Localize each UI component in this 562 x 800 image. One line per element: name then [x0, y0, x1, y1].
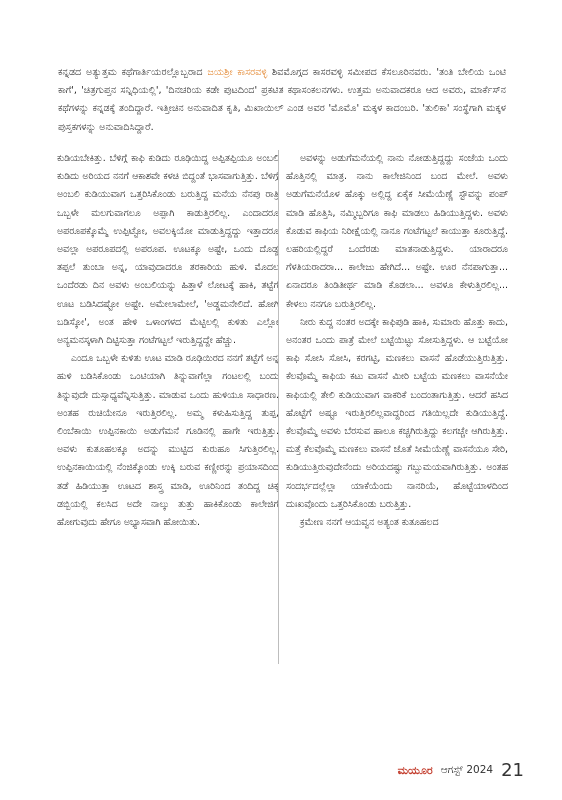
author-name: ಜಯಶ್ರೀ ಕಾಸರವಳ್ಳಿ	[207, 67, 268, 78]
paragraph: ಕುಡಿಯಬೇಕಿತ್ತು. ಬೆಳಿಗ್ಗೆ ಕಾಫಿ ಕುಡಿದು ರೂಢಿಯಿದ್ದ ಅಪ್ಪಿತಪ್ಪಿಯೂ ಅಂಬಲಿ ಕುಡಿದು ಅರಿಯದ ನನಗೆ ಆಕಾಶವೇ ಕಳಚಿ ಬಿದ್ದಂತೆ ಭಾಸವಾಗುತ್ತಿತ್ತು. ಬೆಳಿಗ್ಗೆ ಅಂಬಲಿ ಕುಡಿಯುವಾಗ ಒತ್ತರಿಸಿಕೊಂಡು ಬರುತ್ತಿದ್ದ ಮನೆಯ ನೆನಪು ರಾತ್ರಿ ಒಬ್ಬಳೇ ಮಲಗುವಾಗಲೂ ಅಪ್ಪಾಗಿ ಕಾಡುತ್ತಿರಲಿಲ್ಲ. ಎಂದಾದರೂ ಅಪರೂಪಕ್ಕೊಮ್ಮೆ ಉಪ್ಪಿಟ್ಟೋ, ಅವಲಕ್ಕಿಯೋ ಮಾಡುತ್ತಿದ್ದದ್ದು ಇತ್ತಾದರೂ ಅವಲ್ಲಾ ಅಪರೂಪದಲ್ಲಿ ಅಪರೂಪ. ಊಟಕ್ಕೂ ಅಷ್ಟೇ, ಒಂದು ದೊಡ್ಡ ತಪ್ಪಲೆ ತುಂಬಾ ಅನ್ನ, ಯಾವುದಾದರೂ ತರಕಾರಿಯ ಹುಳಿ. ಮೊದಲ ಒಂದೆರಡು ದಿನ ಅವಳು ಅಂಬಲಿಯನ್ನು ಹಿತ್ತಾಳೆ ಲೋಟಕ್ಕೆ ಹಾಕಿ, ತಟ್ಟೆಗೆ ಊಟ ಬಡಿಸಿದಷ್ಟೋ ಅಷ್ಟೇ. ಅಮೇಲಾಮೇಲೆ, 'ಅಡ್ಡಮನೇಲಿದೆ. ಹೋಗಿ ಬಡಿಸ್ಕೋ', ಅಂತ ಹೇಳಿ ಒಳಾಂಗಳದ ಮೆಟ್ಟಿಲಲ್ಲಿ ಕುಳಿತು ಎಲ್ಲೋ ಅನ್ಯಮನಸ್ಕಳಾಗಿ ದಿಟ್ಟಿಸುತ್ತಾ ಗಂಟೆಗಟ್ಟಲೆ ಇರುತ್ತಿದ್ದದ್ದೇ ಹೆಚ್ಚು.	[57, 153, 279, 347]
issue-date: ಆಗಸ್ಟ್ 2024	[440, 764, 494, 776]
bio-lead: ಕನ್ನಡದ ಅತ್ಯುತ್ತಮ ಕಥೆಗಾರ್ತಿಯರಲ್ಲೊಬ್ಬರಾದ	[58, 67, 208, 78]
page-footer	[398, 760, 524, 781]
page-number: 21	[501, 760, 524, 781]
article-column-right	[286, 150, 508, 532]
paragraph: ಕ್ರಮೇಣ ನನಗೆ ಆಯವ್ವನ ಅತ್ಯಂತ ಕುತೂಹಲದ	[300, 517, 439, 529]
paragraph: ಎಂದೂ ಒಬ್ಬಳೇ ಕುಳಿತು ಊಟ ಮಾಡಿ ರೂಢಿಯಿರದ ನನಗೆ ತಟ್ಟೆಗೆ ಅನ್ನ ಹುಳಿ ಬಡಿಸಿಕೊಂಡು ಒಂಟಿಯಾಗಿ ತಿನ್ನುವಾಗೆಲ್ಲಾ ಗಂಟಲಲ್ಲಿ ಬಂದು ತಿನ್ನುವುದೇ ದುಸ್ಸಾಧ್ಯವೆನ್ನಿಸುತ್ತಿತ್ತು. ಮಾಡುವ ಒಂದು ಹುಳಿಯೂ ಸಾಧಾರಣ. ಅಂತಹ ರುಚಿಯೇನೂ ಇರುತ್ತಿರಲಿಲ್ಲ. ಅಮ್ಮ ಕಳುಹಿಸುತ್ತಿದ್ದ ತುಪ್ಪ, ಲಿಂಬೆಕಾಯಿ ಉಪ್ಪಿನಕಾಯಿ ಅಡುಗೆಮನೆ ಗೂಡಿನಲ್ಲಿ ಹಾಗೇ ಇರುತ್ತಿತ್ತು. ಅವಳು ಕುತೂಹಲಕ್ಕೂ ಅದನ್ನು ಮುಟ್ಟಿದ ಕುರುಹೂ ಸಿಗುತ್ತಿರಲಿಲ್ಲ. ಉಪ್ಪಿನಕಾಯಿಯಲ್ಲಿ ನೆಂಜಿಕ್ಕೊಂಡು ಉಕ್ಕಿ ಬರುವ ಕಣ್ಣೀರನ್ನು ಪ್ರಯಾಸದಿಂದ ತಡೆ ಹಿಡಿಯುತ್ತಾ ಊಟದ ಶಾಸ್ತ್ರ ಮಾಡಿ, ಊರಿನಿಂದ ತಂದಿದ್ದ ಚಿಕ್ಕ ಡಬ್ಬಿಯಲ್ಲಿ ಕಲಸಿದ ಅದೇ ನಾಲ್ಕು ತುತ್ತು ಹಾಕಿಕೊಂಡು ಕಾಲೇಜಿಗೆ ಹೋಗುವುದು ಹೇಗೂ ಅಭ್ಯಾಸವಾಗಿ ಹೋಯಿತು.	[57, 353, 279, 529]
author-bio	[58, 64, 506, 137]
column-divider	[278, 150, 279, 664]
paragraph: ನೀರು ಕುದ್ದ ನಂತರ ಅದಕ್ಕೇ ಕಾಫಿಪುಡಿ ಹಾಕಿ, ಸುಮಾರು ಹೊತ್ತು ಕಾದು, ಅನಂತರ ಒಂದು ಪಾತ್ರೆ ಮೇಲೆ ಬಟ್ಟೆಯಿಟ್ಟು ಸೋಸುತ್ತಿದ್ದಳು. ಆ ಬಟ್ಟೆಯೋ ಕಾಫಿ ಸೋಸಿ ಸೋಸಿ, ಕರಗಟ್ಟಿ, ಮಣಕಲು ವಾಸನೆ ಹೊಡೆಯುತ್ತಿರುತ್ತಿತ್ತು. ಕೆಲವೊಮ್ಮೆ ಕಾಫಿಯ ಕಟು ವಾಸನೆ ಮೀರಿ ಬಟ್ಟೆಯ ಮಣಕಲು ವಾಸನೆಯೇ ಕಾಫಿಯಲ್ಲಿ ತೇಲಿ ಕುಡಿಯುವಾಗ ವಾಕರಿಕೆ ಬಂದಂತಾಗುತ್ತಿತ್ತು. ಆದರೆ ಹಸಿದ ಹೊಟ್ಟೆಗೆ ಅಷ್ಟೂ ಇರುತ್ತಿರಲಿಲ್ಲವಾದ್ದರಿಂದ ಗತಿಯಿಲ್ಲದೇ ಕುಡಿಯುತ್ತಿದ್ದೆ. ಕೆಲವೊಮ್ಮೆ ಅವಳು ಬೆರಸುವ ಹಾಲೂ ಕಚ್ಚಗಿರುತ್ತಿದ್ದು ಕಲಗಚ್ಚೇ ಆಗಿರುತ್ತಿತ್ತು. ಮತ್ತೆ ಕೆಲವೊಮ್ಮೆ ಮಣಕಲು ವಾಸನೆ ಜೊತೆ ಸೀಮೆಯೆಣ್ಣೆ ವಾಸನೆಯೂ ಸೇರಿ, ಕುಡಿಯುತ್ತಿರುವುದೇನೆಂದು ಅರಿಯದಷ್ಟು ಗಬ್ಬುಮಯವಾಗಿರುತ್ತಿತ್ತು. ಅಂತಹ ಸಂದರ್ಭದಲ್ಲೆಲ್ಲಾ ಯಾಕೆಯೆಂದು ನಾನರಿಯೆ, ಹೊಟ್ಟೆಯಾಳದಿಂದ ದುಃಖವೊಂದು ಒತ್ತರಿಸಿಕೊಂಡು ಬರುತ್ತಿತ್ತು.	[286, 316, 508, 510]
bio-body: ಶಿವಮೊಗ್ಗದ ಕಾಸರವಳ್ಳಿ ಸಮೀಪದ ಕೆಸಲೂರಿನವರು. 'ತಂತಿ ಬೇಲಿಯ ಒಂಟಿ ಕಾಗೆ', 'ಚಿತ್ರಗುಪ್ತನ ಸನ್ನಿಧಿಯಲ್ಲಿ', 'ದಿನಚರಿಯ ಕಡೇ ಪುಟದಿಂದ' ಪ್ರಕಟಿತ ಕಥಾಸಂಕಲನಗಳು. ಉತ್ತಮ ಅನುವಾದಕರೂ ಆದ ಅವರು, ಮಾರ್ಕೆಸ್‌ನ ಕಥೆಗಳನ್ನು ಕನ್ನಡಕ್ಕೆ ತಂದಿದ್ದಾರೆ. ಇತ್ತೀಚಿನ ಅನುವಾದಿತ ಕೃತಿ, ಮಿಖಾಯಿಲ್ ಎಂಡ ಅವರ 'ಮೊಮೊ' ಮಕ್ಕಳ ಕಾದಂಬರಿ. 'ತುಲಿಕಾ' ಸಂಸ್ಥೆಗಾಗಿ ಮಕ್ಕಳ ಪುಸ್ತಕಗಳನ್ನು ಅನುವಾದಿಸಿದ್ದಾರೆ.	[58, 67, 506, 133]
paragraph: ಅವಳನ್ನು ಅಡುಗೆಮನೆಯಲ್ಲಿ ನಾನು ನೋಡುತ್ತಿದ್ದದ್ದು ಸಂಜೆಯ ಒಂದು ಹೊತ್ತಿನಲ್ಲಿ ಮಾತ್ರ. ನಾನು ಕಾಲೇಜಿನಿಂದ ಬಂದ ಮೇಲೆ. ಅವಳು ಅಡುಗೆಮನೆಯೊಳ ಹೊಕ್ಕು ಅಲ್ಲಿದ್ದ ಏಕೈಕ ಸೀಮೆಯೆಣ್ಣೆ ಸ್ಟೌವನ್ನು ಪಂಪ್ ಮಾಡಿ ಹೊತ್ತಿಸಿ, ನಮ್ಮಿಬ್ಬರಿಗೂ ಕಾಫಿ ಮಾಡಲು ಹಿಡಿಯುತ್ತಿದ್ದಳು. ಅವಳು ಕೊಡುವ ಕಾಫಿಯ ನಿರೀಕ್ಷೆಯಲ್ಲಿ ನಾನೂ ಗಂಟೆಗಟ್ಟಲೆ ಕಾಯುತ್ತಾ ಕೂರುತ್ತಿದ್ದೆ. ಲಹರಿಯಲ್ಲಿದ್ದರೆ ಒಂದೆರಡು ಮಾತನಾಡುತ್ತಿದ್ದಳು. ಯಾರಾದರೂ ಗೆಳತಿಯರಾದರಾ... ಕಾಲೇಜು ಹೇಗಿದೆ... ಅಷ್ಟೇ. ಊರ ನೆನಪಾಗುತ್ತಾ... ಏನಾದರೂ ತಿಂಡಿತೀರ್ಥ ಮಾಡಿ ಕೊಡಲಾ... ಅವಳೂ ಕೇಳುತ್ತಿರಲಿಲ್ಲ... ಕೇಳಲು ನನಗೂ ಬರುತ್ತಿರಲಿಲ್ಲ.	[286, 153, 508, 310]
article-column-left	[57, 150, 279, 532]
magazine-logo: ಮಯೂರ	[397, 763, 433, 777]
author-bio-text	[58, 64, 506, 137]
